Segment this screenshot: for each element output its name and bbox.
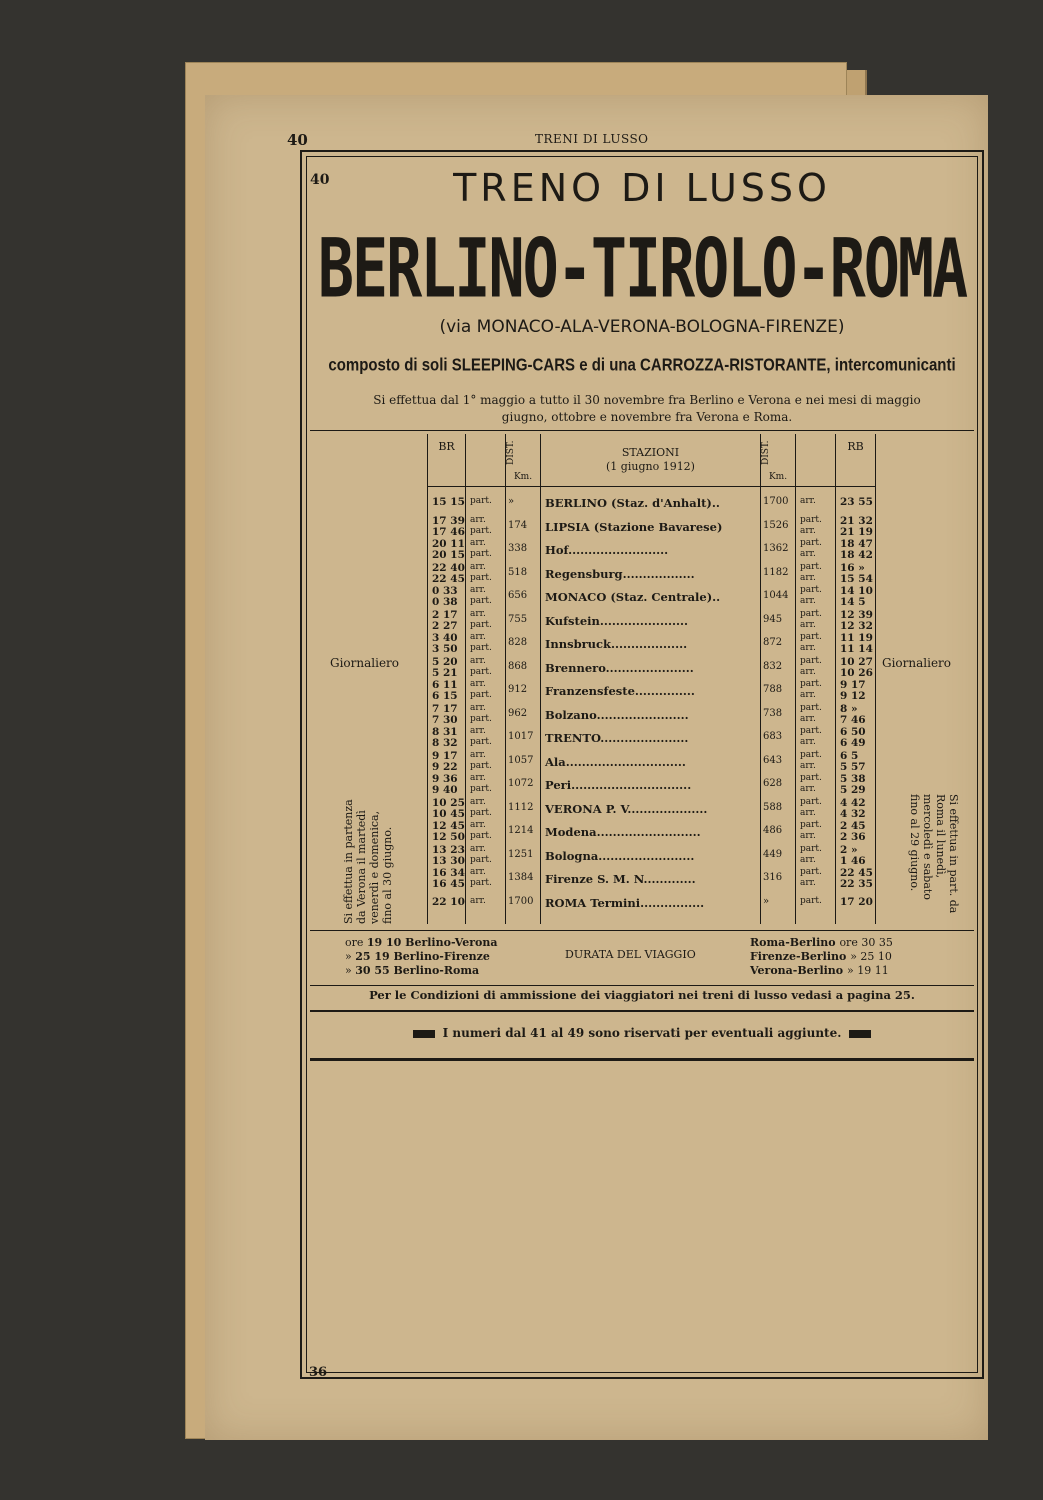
left-arr-part: part.: [470, 831, 492, 841]
right-time: 6 49: [840, 737, 866, 749]
book-page: [205, 95, 988, 1440]
right-time: 12 39: [840, 608, 873, 621]
left-time: 6 15: [432, 690, 458, 702]
bottom-folio: 36: [309, 1365, 328, 1380]
col-divider: [795, 434, 796, 924]
right-arr-part: part.: [800, 514, 822, 525]
left-arr-part: arr.: [470, 561, 486, 572]
left-arr-part: part.: [470, 760, 492, 771]
col-divider: [875, 434, 876, 924]
durata-label: DURATA DEL VIAGGIO: [565, 948, 696, 961]
right-time: 21 19: [840, 525, 873, 538]
left-arr-part: part.: [470, 643, 492, 653]
right-arr-part: part.: [800, 585, 822, 595]
left-time: 13 30: [432, 854, 465, 867]
right-daily-label: Giornaliero: [882, 656, 952, 670]
durata-block: [310, 930, 974, 985]
left-time: 3 40: [432, 632, 458, 644]
timetable: [310, 434, 974, 924]
station-name: BERLINO (Staz. d'Anhalt)..: [545, 496, 720, 510]
right-time: 16 »: [840, 561, 865, 574]
left-time: 9 17: [432, 749, 458, 762]
left-time: 22 10: [432, 895, 465, 908]
col-divider: [427, 434, 428, 924]
running-title: TRENI DI LUSSO: [535, 132, 649, 146]
durata-prefix: »: [345, 964, 356, 977]
right-time: 15 54: [840, 572, 873, 585]
left-distance: 755: [508, 613, 528, 625]
left-time: 15 15: [432, 496, 465, 508]
left-time: 10 45: [432, 807, 465, 820]
right-arr-part: arr.: [800, 878, 816, 888]
left-distance: 1251: [508, 848, 534, 860]
left-arr-part: arr.: [470, 773, 486, 783]
right-time: 4 32: [840, 807, 866, 820]
right-arr-part: arr.: [800, 525, 816, 536]
notice-frame: [300, 150, 984, 1379]
left-time: 5 21: [432, 666, 458, 679]
right-arr-part: arr.: [800, 596, 816, 606]
durata-route: 30 55 Berlino-Roma: [355, 964, 480, 977]
station-name: Modena..........................: [545, 825, 701, 839]
left-arr-part: arr.: [470, 585, 486, 595]
left-arr-part: part.: [470, 572, 492, 583]
right-arr-part: part.: [800, 538, 822, 548]
left-time: 7 17: [432, 702, 458, 715]
right-time: 11 19: [840, 632, 873, 644]
left-arr-part: arr.: [470, 538, 486, 548]
station-name: Bolzano.......................: [545, 707, 689, 722]
right-distance: 449: [763, 848, 783, 860]
right-time: 9 17: [840, 679, 866, 691]
rule-cond: [310, 985, 974, 986]
station-name: Firenze S. M. N.............: [545, 872, 696, 886]
left-distance: 656: [508, 590, 528, 601]
left-distance: 1017: [508, 731, 534, 742]
durata-left-row: [345, 964, 479, 977]
left-arr-part: arr.: [470, 749, 486, 760]
durata-route: Roma-Berlino: [750, 936, 840, 949]
left-arr-part: part.: [470, 525, 492, 536]
right-time: 8 »: [840, 702, 858, 715]
right-arr-part: part.: [800, 867, 822, 877]
right-arr-part: part.: [800, 702, 822, 713]
durata-right-row: [750, 964, 889, 977]
left-time: 9 22: [432, 760, 458, 773]
right-time: 22 45: [840, 867, 873, 879]
right-arr-part: part.: [800, 796, 822, 807]
left-arr-part: part.: [470, 496, 492, 506]
right-time: 18 42: [840, 549, 873, 561]
right-time: 2 45: [840, 820, 866, 832]
right-distance: 872: [763, 637, 783, 648]
right-time: 7 46: [840, 713, 866, 726]
left-time: 20 11: [432, 538, 465, 550]
left-distance: 1072: [508, 778, 534, 789]
left-time: 22 45: [432, 572, 465, 585]
col-divider: [760, 434, 761, 924]
right-time: 1 46: [840, 854, 866, 867]
durata-right-row: [750, 936, 893, 949]
left-arr-part: part.: [470, 737, 492, 747]
header-km: Km.: [513, 472, 533, 482]
right-time: 5 38: [840, 773, 866, 785]
station-name: Innsbruck...................: [545, 637, 688, 651]
left-arr-part: arr.: [470, 608, 486, 619]
left-time: 6 11: [432, 679, 458, 691]
right-time: 14 5: [840, 596, 866, 608]
pointing-hand-icon: [849, 1030, 871, 1038]
right-arr-part: arr.: [800, 713, 816, 724]
composition-line: composto di soli SLEEPING-CARS e di una CARROZZA-RISTORANTE, intercomunicanti: [328, 355, 956, 376]
left-time: 7 30: [432, 713, 458, 726]
station-name: MONACO (Staz. Centrale)..: [545, 590, 721, 604]
left-distance: 1057: [508, 754, 534, 766]
station-name: Kufstein......................: [545, 613, 688, 628]
station-name: Franzensfeste...............: [545, 684, 695, 698]
right-arr-part: arr.: [800, 760, 816, 771]
header-dist-right: DIST.: [761, 440, 771, 466]
left-distance: »: [508, 496, 515, 507]
header-dist: DIST.: [506, 440, 516, 466]
left-arr-part: part.: [470, 784, 492, 794]
right-arr-part: arr.: [800, 807, 816, 818]
left-arr-part: arr.: [470, 514, 486, 525]
right-arr-part: arr.: [800, 854, 816, 865]
title-big: BERLINO-TIROLO-ROMA: [317, 222, 967, 317]
right-time: 18 47: [840, 538, 873, 550]
station-name: Regensburg..................: [545, 566, 695, 581]
left-time: 9 36: [432, 773, 458, 785]
rule-top: [310, 430, 974, 431]
left-time: 0 33: [432, 585, 458, 597]
durata-route: Verona-Berlino: [750, 964, 847, 977]
right-arr-part: arr.: [800, 831, 816, 841]
right-time: 6 5: [840, 749, 859, 762]
right-arr-part: arr.: [800, 666, 816, 677]
right-arr-part: part.: [800, 608, 822, 619]
station-name: ROMA Termini................: [545, 895, 705, 910]
left-arr-part: arr.: [470, 867, 486, 877]
left-arr-part: arr.: [470, 655, 486, 666]
right-distance: 588: [763, 801, 783, 813]
right-time: 10 26: [840, 666, 873, 679]
left-arr-part: part.: [470, 713, 492, 724]
right-distance: 832: [763, 660, 783, 672]
right-time: 6 50: [840, 726, 866, 738]
notice-number: 40: [310, 172, 330, 188]
left-time: 16 34: [432, 867, 465, 879]
schedule-line-2: giugno, ottobre e novembre fra Verona e Roma.: [501, 410, 793, 424]
reserved-note: [310, 1026, 974, 1040]
right-rotated-note: Si effettua in part. da Roma il lunedì, mercoledì e sabato fino al 29 giugno.: [908, 794, 960, 914]
right-arr-part: arr.: [800, 690, 816, 700]
left-distance: 1214: [508, 825, 534, 836]
durata-route: 19 10 Berlino-Verona: [366, 936, 498, 949]
right-arr-part: part.: [800, 561, 822, 572]
reserved-text: I numeri dal 41 al 49 sono riservati per eventuali aggiunte.: [442, 1026, 842, 1040]
durata-route: Firenze-Berlino: [750, 950, 851, 963]
left-arr-part: part.: [470, 690, 492, 700]
right-distance: 788: [763, 684, 783, 695]
right-arr-part: arr.: [800, 619, 816, 630]
station-name: LIPSIA (Stazione Bavarese): [545, 519, 723, 534]
right-distance: 1526: [763, 519, 789, 531]
left-time: 8 32: [432, 737, 458, 749]
left-arr-part: arr.: [470, 895, 486, 906]
right-arr-part: part.: [800, 726, 822, 736]
left-arr-part: part.: [470, 854, 492, 865]
title-small: TRENO DI LUSSO: [453, 166, 831, 210]
header-stations: STAZIONI: [621, 446, 680, 459]
left-time: 12 45: [432, 820, 465, 832]
durata-time: » 25 10: [850, 950, 892, 963]
header-km-right: Km.: [768, 472, 788, 482]
left-arr-part: part.: [470, 666, 492, 677]
left-arr-part: arr.: [470, 843, 486, 854]
station-name: VERONA P. V....................: [545, 801, 708, 816]
header-rule: [427, 486, 876, 487]
station-name: Brennero......................: [545, 660, 694, 675]
schedule-line-1: Si effettua dal 1° maggio a tutto il 30 novembre fra Berlino e Verona e nei mesi di maggio: [373, 393, 921, 407]
left-time: 5 20: [432, 655, 458, 668]
right-distance: 316: [763, 872, 783, 883]
left-distance: 338: [508, 543, 528, 554]
durata-prefix: »: [345, 950, 356, 963]
right-time: 22 35: [840, 878, 873, 890]
right-time: 23 55: [840, 496, 873, 508]
left-daily-label: Giornaliero: [330, 656, 400, 670]
conditions-note: Per le Condizioni di ammissione dei viaggiatori nei treni di lusso vedasi a pagina 25.: [369, 988, 915, 1002]
right-distance: 1182: [763, 566, 789, 578]
left-time: 16 45: [432, 878, 465, 890]
right-arr-part: part.: [800, 895, 822, 906]
left-time: 0 38: [432, 596, 458, 608]
left-distance: 828: [508, 637, 528, 648]
right-arr-part: arr.: [800, 572, 816, 583]
right-time: 11 14: [840, 643, 873, 655]
left-time: 3 50: [432, 643, 458, 655]
col-divider: [505, 434, 506, 924]
right-arr-part: arr.: [800, 737, 816, 747]
right-arr-part: arr.: [800, 643, 816, 653]
left-arr-part: arr.: [470, 679, 486, 689]
station-name: Peri..............................: [545, 778, 692, 792]
right-distance: 486: [763, 825, 783, 836]
left-distance: 912: [508, 684, 528, 695]
station-name: TRENTO......................: [545, 731, 689, 745]
right-distance: 628: [763, 778, 783, 789]
right-time: 2 »: [840, 843, 858, 856]
station-name: Ala..............................: [545, 754, 686, 769]
right-time: 12 32: [840, 619, 873, 632]
via-route: (via MONACO-ALA-VERONA-BOLOGNA-FIRENZE): [439, 317, 845, 337]
right-arr-part: part.: [800, 843, 822, 854]
right-arr-part: part.: [800, 773, 822, 783]
right-arr-part: part.: [800, 632, 822, 642]
durata-route: 25 19 Berlino-Firenze: [355, 950, 490, 963]
right-distance: »: [763, 895, 770, 907]
durata-time: ore 30 35: [839, 936, 893, 949]
left-arr-part: part.: [470, 807, 492, 818]
left-distance: 1384: [508, 872, 534, 883]
durata-left-row: [345, 936, 498, 949]
right-time: 17 20: [840, 895, 873, 908]
left-arr-part: part.: [470, 596, 492, 606]
left-time: 9 40: [432, 784, 458, 796]
left-distance: 1112: [508, 801, 534, 813]
left-time: 13 23: [432, 843, 465, 856]
rule-reserved-bottom: [310, 1058, 974, 1061]
left-time: 17 46: [432, 525, 465, 538]
left-time: 8 31: [432, 726, 458, 738]
right-distance: 1044: [763, 590, 789, 601]
right-arr-part: part.: [800, 655, 822, 666]
left-time: 10 25: [432, 796, 465, 809]
left-distance: 1700: [508, 895, 534, 907]
right-arr-part: part.: [800, 679, 822, 689]
left-time: 20 15: [432, 549, 465, 561]
right-distance: 945: [763, 613, 783, 625]
right-time: 21 32: [840, 514, 873, 527]
durata-time: » 19 11: [846, 964, 889, 977]
right-time: 2 36: [840, 831, 866, 843]
left-arr-part: part.: [470, 619, 492, 630]
left-arr-part: part.: [470, 549, 492, 559]
col-divider: [835, 434, 836, 924]
right-time: 5 29: [840, 784, 866, 796]
col-divider: [540, 434, 541, 924]
right-distance: 683: [763, 731, 783, 742]
left-time: 2 27: [432, 619, 458, 632]
right-time: 9 12: [840, 690, 866, 702]
right-arr-part: arr.: [800, 496, 816, 506]
durata-left-row: [345, 950, 490, 963]
rule-reserved-top: [310, 1010, 974, 1012]
left-arr-part: arr.: [470, 702, 486, 713]
right-distance: 1362: [763, 543, 789, 554]
station-name: Bologna........................: [545, 848, 695, 863]
right-distance: 1700: [763, 496, 789, 507]
left-time: 12 50: [432, 831, 465, 843]
right-time: 14 10: [840, 585, 873, 597]
header-left-train: BR: [438, 440, 455, 453]
schedule-notice: [332, 392, 962, 426]
left-distance: 518: [508, 566, 528, 578]
right-time: 10 27: [840, 655, 873, 668]
left-rotated-note: Si effettua in partenza da Verona il martedì venerdì e domenica, fino al 30 giugno.: [342, 799, 394, 924]
left-arr-part: arr.: [470, 796, 486, 807]
left-arr-part: arr.: [470, 726, 486, 736]
right-arr-part: arr.: [800, 549, 816, 559]
left-arr-part: arr.: [470, 632, 486, 642]
right-arr-part: part.: [800, 749, 822, 760]
header-date: (1 giugno 1912): [606, 460, 695, 473]
page-folio: 40: [287, 131, 308, 149]
pointing-hand-icon: [413, 1030, 435, 1038]
durata-prefix: ore: [345, 936, 367, 949]
left-arr-part: part.: [470, 878, 492, 888]
left-distance: 962: [508, 707, 528, 719]
left-distance: 174: [508, 519, 528, 531]
durata-right-row: [750, 950, 892, 963]
left-time: 22 40: [432, 561, 465, 574]
col-divider: [465, 434, 466, 924]
left-time: 17 39: [432, 514, 465, 527]
left-distance: 868: [508, 660, 528, 672]
right-distance: 738: [763, 707, 783, 719]
left-time: 2 17: [432, 608, 458, 621]
station-name: Hof.........................: [545, 543, 669, 557]
header-right-train: RB: [847, 440, 864, 453]
right-distance: 643: [763, 754, 783, 766]
right-time: 4 42: [840, 796, 866, 809]
left-arr-part: arr.: [470, 820, 486, 830]
right-arr-part: arr.: [800, 784, 816, 794]
right-time: 5 57: [840, 760, 866, 773]
right-arr-part: part.: [800, 820, 822, 830]
